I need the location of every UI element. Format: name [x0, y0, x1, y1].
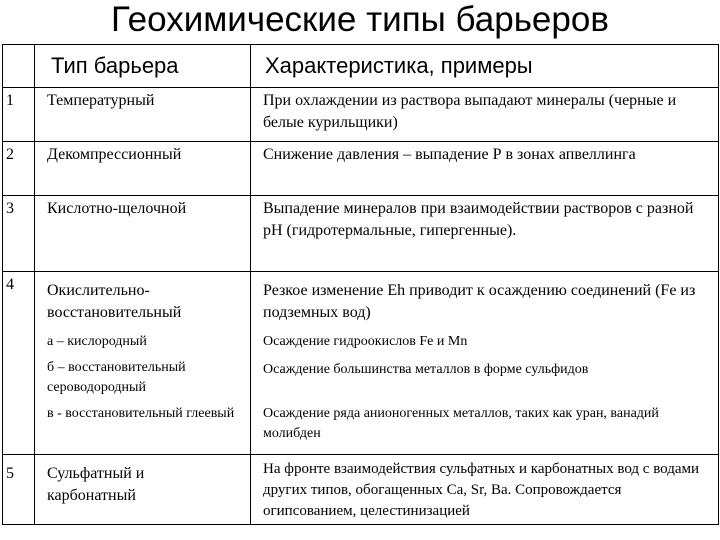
barrier-name: Кислотно-щелочной	[35, 196, 251, 272]
barrier-name: Декомпрессионный	[35, 142, 251, 196]
barrier-name: Температурный	[35, 88, 251, 142]
barrier-types-table	[2, 44, 719, 525]
barrier-name: Окислительно-восстановительный	[47, 282, 182, 321]
subtype-description: Осаждение ряда анионогенных металлов, таких как уран, ванадий молибден	[263, 406, 659, 441]
barrier-name-cell	[35, 272, 251, 455]
subtype-description: Осаждение большинства металлов в форме сульфидов	[263, 362, 589, 377]
page-title: Геохимические типы барьеров	[111, 0, 609, 39]
barrier-name: Сульфатный и карбонатный	[35, 455, 251, 525]
row-number: 2	[3, 142, 35, 196]
table-row	[3, 88, 719, 142]
barrier-description-cell	[251, 272, 719, 455]
row-number: 4	[3, 272, 35, 455]
table-row	[3, 142, 719, 196]
subtype-name: в - восстановительный глеевый	[47, 406, 235, 421]
row-number: 5	[3, 455, 35, 525]
table-header-row	[3, 45, 719, 88]
barrier-description: Резкое изменение Eh приводит к осаждению соединений (Fe из подземных вод)	[263, 282, 696, 321]
subtype-name: б – восстановительный сероводородный	[47, 360, 186, 395]
table-row	[3, 455, 719, 525]
table-row	[3, 272, 719, 455]
barrier-description: Выпадение минералов при взаимодействии растворов с разной pH (гидротермальные, гипергенные).	[251, 196, 719, 272]
header-number	[3, 45, 35, 88]
header-barrier-type: Тип барьера	[35, 45, 251, 88]
barrier-description: На фронте взаимодействия сульфатных и карбонатных вод с водами других типов, обогащенных Ca, Sr, Ba. Сопровождается огипсованием, целестинизацией	[251, 455, 719, 525]
subtype-name: а – кислородный	[47, 334, 147, 349]
barrier-description: При охлаждении из раствора выпадают минералы (черные и белые курильщики)	[251, 88, 719, 142]
barrier-description: Снижение давления – выпадение Р в зонах апвеллинга	[251, 142, 719, 196]
table-row	[3, 196, 719, 272]
row-number: 3	[3, 196, 35, 272]
row-number: 1	[3, 88, 35, 142]
header-characteristics: Характеристика, примеры	[251, 45, 719, 88]
subtype-description: Осаждение гидроокислов Fe и Mn	[263, 334, 468, 349]
